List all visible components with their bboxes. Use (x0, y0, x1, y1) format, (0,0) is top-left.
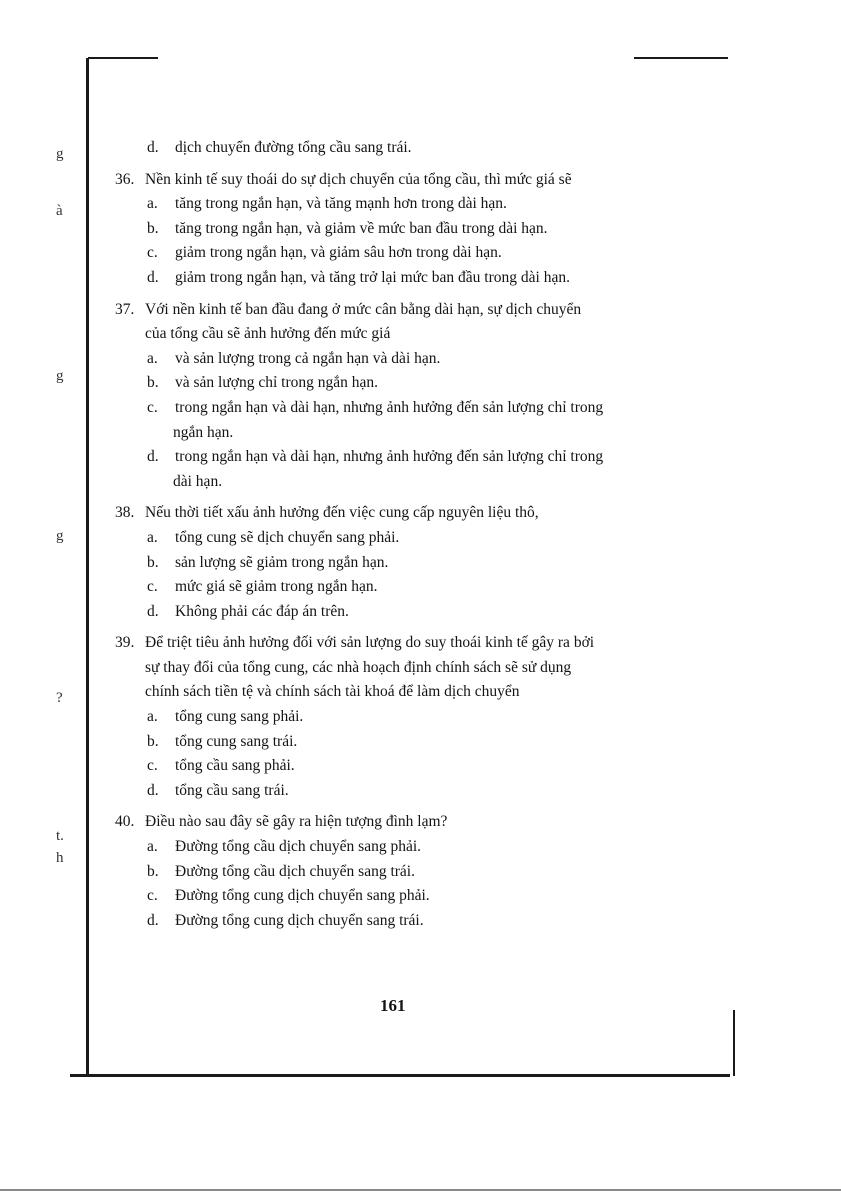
option-text: tổng cung sẽ dịch chuyển sang phải. (175, 528, 400, 546)
question-stem: Để triệt tiêu ảnh hưởng đối với sản lượng do suy thoái kinh tế gây ra bởi (145, 634, 595, 652)
option-letter: c. (147, 398, 158, 416)
option-text: trong ngắn hạn và dài hạn, nhưng ảnh hưởng đến sản lượng chỉ trong (175, 398, 604, 416)
option-letter: a. (147, 528, 158, 546)
option-letter: d. (147, 448, 159, 466)
option-text: Đường tổng cung dịch chuyển sang trái. (175, 911, 424, 929)
option-text: giảm trong ngắn hạn, và tăng trở lại mức ban đầu trong dài hạn. (175, 268, 570, 286)
lead-option (115, 136, 685, 161)
option-letter: d. (147, 781, 159, 799)
option-text: giảm trong ngắn hạn, và giảm sâu hơn trong dài hạn. (175, 244, 502, 262)
option-letter: c. (147, 578, 158, 596)
option-letter: c. (147, 887, 158, 905)
top-border-line (88, 57, 158, 59)
question-number: 39. (115, 634, 135, 652)
option-text: mức giá sẽ giảm trong ngắn hạn. (175, 578, 378, 596)
option-text-continued: dài hạn. (173, 472, 223, 490)
option-letter: a. (147, 838, 158, 856)
option-text: tổng cầu sang trái. (175, 781, 289, 799)
right-border-line (733, 1010, 735, 1076)
option-letter: d. (147, 602, 159, 620)
question-number: 37. (115, 300, 135, 318)
option-text-continued: ngắn hạn. (173, 423, 234, 441)
margin-char: à (56, 203, 63, 219)
option-letter: a. (147, 195, 158, 213)
option-text: và sản lượng trong cả ngắn hạn và dài hạn. (175, 349, 441, 367)
option-text: và sản lượng chỉ trong ngắn hạn. (175, 374, 378, 392)
option-letter: c. (147, 244, 158, 262)
question-38 (115, 501, 685, 624)
option-text: tổng cung sang trái. (175, 732, 298, 750)
question-number: 38. (115, 504, 135, 522)
left-border-line (86, 58, 89, 1076)
margin-char: g (56, 146, 64, 162)
option-text: tăng trong ngắn hạn, và giảm về mức ban đầu trong dài hạn. (175, 219, 548, 237)
option-text: Không phải các đáp án trên. (175, 602, 349, 620)
margin-char: ? (56, 690, 63, 706)
question-stem: sự thay đổi của tổng cung, các nhà hoạch định chính sách sẽ sử dụng (145, 658, 572, 676)
option-text: dịch chuyển đường tổng cầu sang trái. (175, 139, 412, 156)
question-40 (115, 810, 685, 933)
option-letter: a. (147, 349, 158, 367)
option-letter: b. (147, 374, 159, 392)
option-text: sản lượng sẽ giảm trong ngắn hạn. (175, 553, 389, 571)
margin-char: g (56, 528, 64, 544)
option-letter: d. (147, 911, 159, 929)
margin-char: g (56, 368, 64, 384)
option-text: Đường tổng cầu dịch chuyển sang trái. (175, 862, 415, 880)
page-content (115, 136, 685, 933)
option-text: Đường tổng cầu dịch chuyển sang phải. (175, 838, 422, 856)
question-stem: của tổng cầu sẽ ảnh hưởng đến mức giá (145, 325, 391, 343)
question-stem: Điều nào sau đây sẽ gây ra hiện tượng đình lạm? (145, 813, 448, 831)
margin-char: t. (56, 828, 64, 844)
question-stem: chính sách tiền tệ và chính sách tài khoá để làm dịch chuyển (145, 683, 520, 701)
option-letter: a. (147, 708, 158, 726)
top-border-line-right (634, 57, 728, 59)
question-stem: Nền kinh tế suy thoái do sự dịch chuyển của tổng cầu, thì mức giá sẽ (145, 170, 572, 188)
option-letter: b. (147, 219, 159, 237)
option-letter: d. (147, 139, 159, 156)
page-number: 161 (380, 996, 406, 1015)
option-text: Đường tổng cung dịch chuyển sang phải. (175, 887, 430, 905)
option-letter: c. (147, 757, 158, 775)
question-39 (115, 631, 685, 803)
option-text: trong ngắn hạn và dài hạn, nhưng ảnh hưởng đến sản lượng chỉ trong (175, 448, 604, 466)
margin-char: h (56, 850, 64, 866)
option-text: tổng cung sang phải. (175, 708, 304, 726)
question-36 (115, 168, 685, 291)
option-text: tổng cầu sang phải. (175, 757, 295, 775)
option-letter: b. (147, 553, 159, 571)
bottom-border-line (70, 1074, 730, 1077)
question-stem: Với nền kinh tế ban đầu đang ở mức cân bằng dài hạn, sự dịch chuyển (145, 300, 582, 318)
question-number: 40. (115, 813, 135, 831)
question-stem: Nếu thời tiết xấu ảnh hưởng đến việc cung cấp nguyên liệu thô, (145, 504, 539, 522)
option-text: tăng trong ngắn hạn, và tăng mạnh hơn trong dài hạn. (175, 195, 507, 213)
option-letter: d. (147, 268, 159, 286)
question-number: 36. (115, 170, 135, 188)
question-37 (115, 298, 685, 495)
option-letter: b. (147, 732, 159, 750)
option-letter: b. (147, 862, 159, 880)
